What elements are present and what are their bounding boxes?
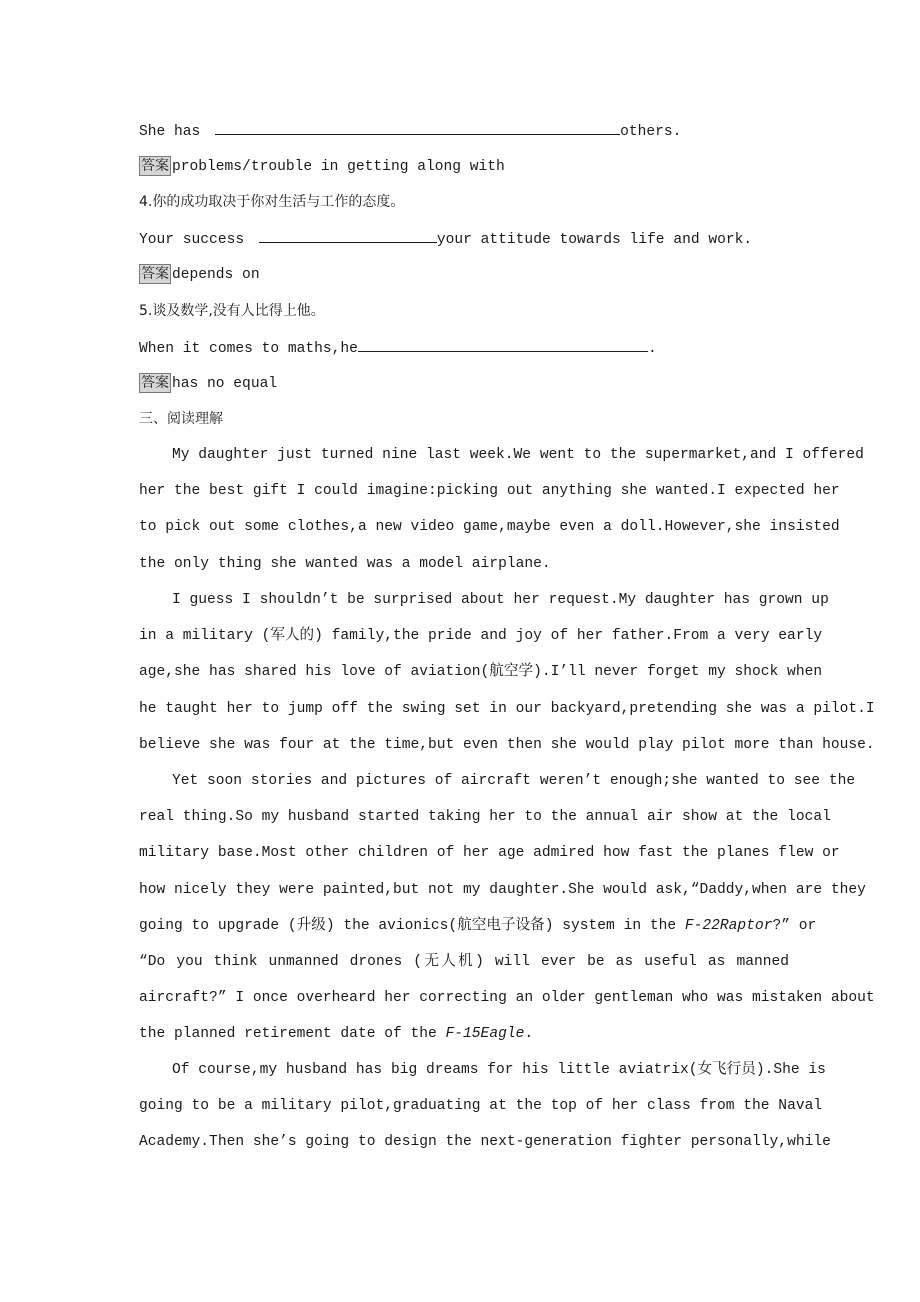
passage-line: Academy.Then she’s going to design the next-generation fighter personally,while <box>139 1134 831 1151</box>
q3-sentence <box>139 120 789 142</box>
q3-answer: problems/trouble in getting along with <box>172 159 505 175</box>
passage-line: how nicely they were painted,but not my daughter.She would ask,“Daddy,when are they <box>139 881 866 898</box>
q3-blank[interactable] <box>215 120 620 135</box>
passage-paragraph-2 <box>139 590 875 771</box>
q5-answer: has no equal <box>172 376 278 392</box>
q5-prefix: When it comes to maths,he <box>139 341 358 357</box>
passage-text: ?” or <box>772 917 817 934</box>
passage-paragraph-3 <box>139 771 875 1061</box>
q3-prefix: She has <box>139 124 201 140</box>
passage-line: military base.Most other children of her age admired how fast the planes flew or <box>139 845 840 862</box>
q5-number: 5. <box>139 303 153 319</box>
q5-blank[interactable] <box>358 337 648 352</box>
passage-line: aircraft?” I once overheard her correcting an older gentleman who was mistaken about <box>139 990 875 1007</box>
passage-text: the planned retirement date of the <box>139 1026 446 1043</box>
passage-line: to pick out some clothes,a new video game,maybe even a doll.However,she insisted <box>139 519 840 536</box>
q4-answer: depends on <box>172 267 260 283</box>
q3-answer-row <box>139 156 789 177</box>
q4-chinese: 你的成功取决于你对生活与工作的态度。 <box>152 194 405 210</box>
q5-answer-row <box>139 373 789 394</box>
passage-line: real thing.So my husband started taking her to the annual air show at the local <box>139 809 831 826</box>
q5-chinese: 谈及数学,没有人比得上他。 <box>152 303 325 319</box>
passage-line: he taught her to jump off the swing set in our backyard,pretending she was a pilot.I <box>139 700 875 717</box>
answer-tag: 答案 <box>141 158 169 174</box>
q4-sentence <box>139 228 789 250</box>
q4-prompt <box>139 192 789 212</box>
passage-line: My daughter just turned nine last week.We went to the supermarket,and I offered <box>172 447 864 463</box>
passage-line: “Do you think unmanned drones (无人机) will ever be as useful as manned <box>139 953 789 970</box>
answer-tag: 答案 <box>141 375 169 391</box>
passage-line: the only thing she wanted was a model airplane. <box>139 555 551 572</box>
q5-sentence <box>139 337 789 359</box>
q3-suffix: others. <box>620 124 682 140</box>
passage-line <box>139 1024 789 1060</box>
q4-suffix: your attitude towards life and work. <box>436 232 753 248</box>
passage-line: age,she has shared his love of aviation(航空学).I’ll never forget my shock when <box>139 664 823 681</box>
passage-line: I guess I shouldn’t be surprised about her request.My daughter has grown up <box>172 592 829 608</box>
aircraft-name: F-22Raptor <box>684 917 773 934</box>
passage-line <box>139 916 817 952</box>
q4-blank[interactable] <box>259 228 437 243</box>
passage-line: in a military (军人的) family,the pride and joy of her father.From a very early <box>139 628 823 645</box>
passage-line: Yet soon stories and pictures of aircraft weren’t enough;she wanted to see the <box>172 773 856 789</box>
passage-paragraph-1 <box>139 445 864 590</box>
q5-prompt <box>139 301 789 321</box>
answer-tag: 答案 <box>141 266 169 282</box>
aircraft-name: F-15Eagle <box>445 1026 525 1043</box>
q4-number: 4. <box>139 194 153 210</box>
passage-text: . <box>524 1026 534 1043</box>
q5-suffix: . <box>647 341 657 357</box>
passage-line: Of course,my husband has big dreams for his little aviatrix(女飞行员).She is <box>172 1062 826 1078</box>
q4-prefix: Your success <box>139 232 245 248</box>
passage-line: going to be a military pilot,graduating at the top of her class from the Naval <box>139 1098 823 1115</box>
passage-line: her the best gift I could imagine:picking out anything she wanted.I expected her <box>139 483 840 500</box>
passage-line: believe she was four at the time,but even then she would play pilot more than house. <box>139 736 875 753</box>
passage-paragraph-4 <box>139 1060 831 1169</box>
section-title: 三、阅读理解 <box>139 411 223 427</box>
passage-text: going to upgrade (升级) the avionics(航空电子设备) system in the <box>139 917 685 934</box>
q4-answer-row <box>139 264 789 285</box>
